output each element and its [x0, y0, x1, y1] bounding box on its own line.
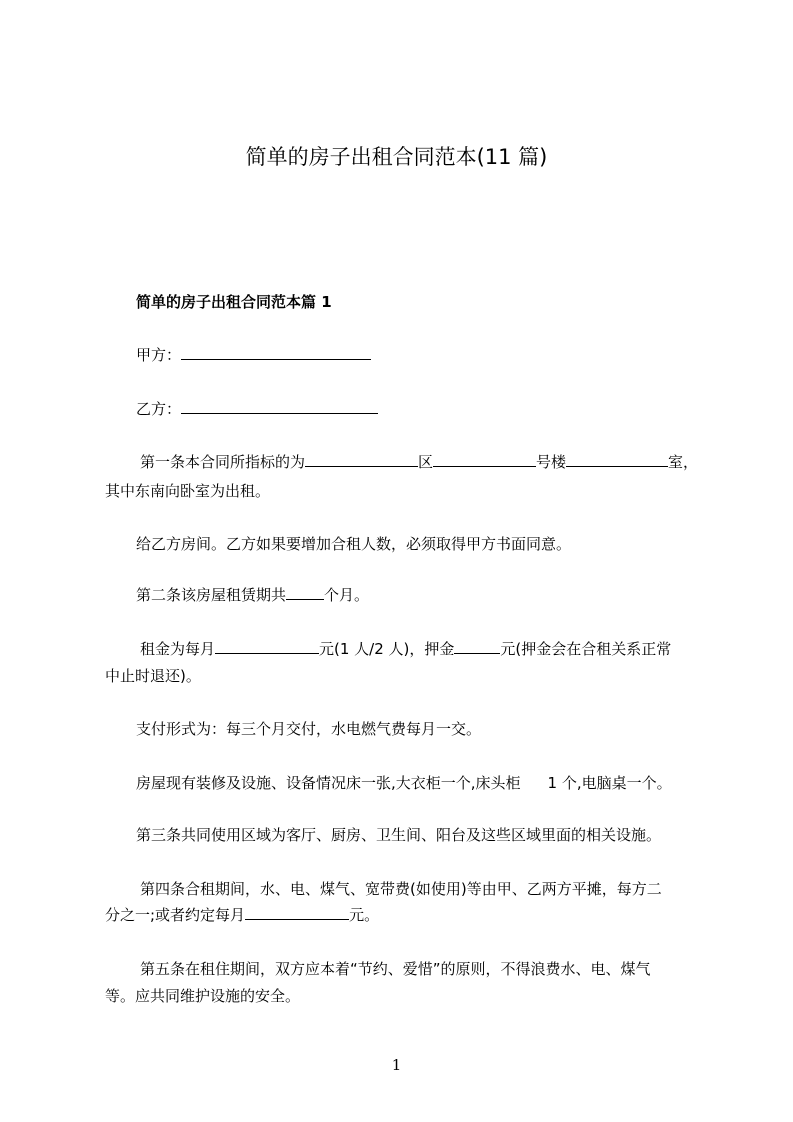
- section-heading: 简单的房子出租合同范本篇 1: [136, 293, 332, 311]
- deposit-blank: [454, 638, 500, 654]
- deposit-note: 元(押金会在合租关系正常: [500, 640, 672, 658]
- clause5-line2: 等。应共同维护设施的安全。: [105, 987, 301, 1005]
- room-blank: [566, 451, 668, 467]
- clause4-line1: 第四条合租期间，水、电、煤气、宽带费(如使用)等由甲、乙两方平摊，每方二: [140, 880, 662, 898]
- clause1-text: 第一条本合同所指标的为: [140, 453, 306, 471]
- district-label: 区: [418, 453, 434, 471]
- payment-paragraph: 支付形式为：每三个月交付，水电燃气费每月一交。: [136, 720, 482, 738]
- party-b-line: [136, 398, 378, 420]
- room-paragraph: 给乙方房间。乙方如果要增加合租人数，必须取得甲方书面同意。: [136, 535, 572, 553]
- clause1-line1: [140, 451, 698, 473]
- party-a-blank: [181, 344, 371, 360]
- district-blank: [305, 451, 418, 467]
- clause4-text: 分之一;或者约定每月: [105, 906, 246, 924]
- furnishing-text-end: 1 个,电脑桌一个。: [547, 774, 672, 792]
- deposit-text: 元(1 人/2 人)，押金: [319, 640, 455, 658]
- rent-text: 租金为每月: [140, 640, 216, 658]
- months-blank: [286, 584, 324, 600]
- building-blank: [433, 451, 536, 467]
- party-b-label: 乙方：: [136, 400, 182, 418]
- clause4-line2: [105, 904, 379, 926]
- page-number: 1: [391, 1056, 402, 1074]
- party-b-blank: [181, 398, 378, 414]
- months-label: 个月。: [324, 586, 370, 604]
- furnishing-line: [136, 772, 672, 794]
- rent-line2: 中止时退还)。: [105, 667, 201, 685]
- document-title: 简单的房子出租合同范本(11 篇): [245, 145, 548, 169]
- utility-blank: [245, 904, 349, 920]
- building-label: 号楼: [536, 453, 567, 471]
- rent-line1: [140, 638, 671, 660]
- rent-blank: [215, 638, 319, 654]
- utility-label: 元。: [349, 906, 380, 924]
- room-label: 室，: [668, 453, 699, 471]
- clause3-paragraph: 第三条共同使用区域为客厅、厨房、卫生间、阳台及这些区域里面的相关设施。: [136, 826, 662, 844]
- furnishing-text: 房屋现有装修及设施、设备情况床一张,大衣柜一个,床头柜: [136, 774, 521, 792]
- clause2-line: [136, 584, 369, 606]
- clause1-line2: 其中东南向卧室为出租。: [105, 482, 271, 500]
- party-a-line: [136, 344, 371, 366]
- clause5-line1: 第五条在租住期间，双方应本着“节约、爱惜”的原则，不得浪费水、电、煤气: [140, 960, 651, 978]
- party-a-label: 甲方：: [136, 346, 182, 364]
- clause2-text: 第二条该房屋租赁期共: [136, 586, 287, 604]
